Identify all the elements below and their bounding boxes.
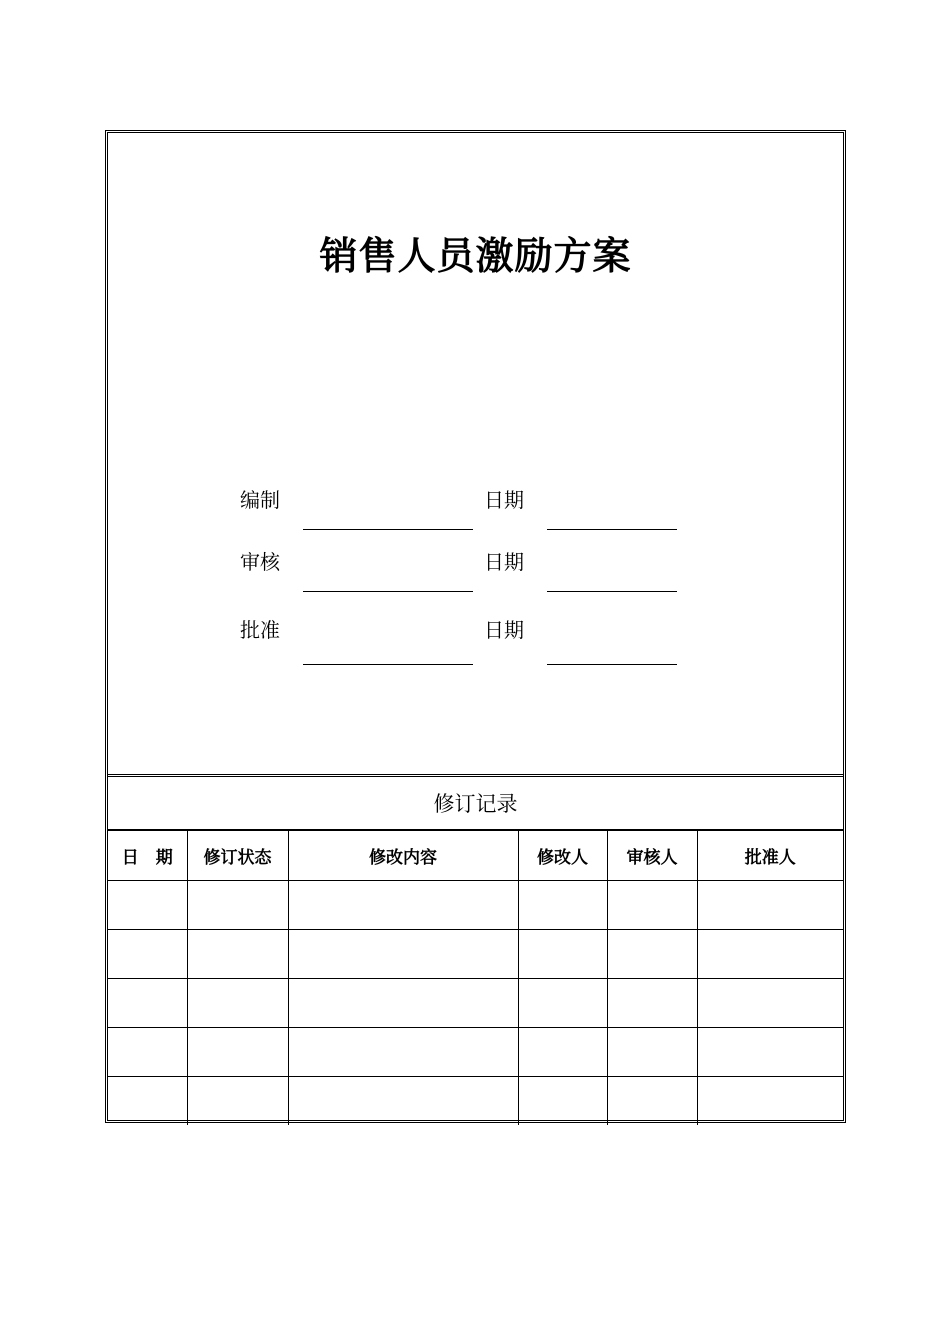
document-title: 销售人员激励方案 <box>319 233 632 278</box>
table-cell[interactable] <box>697 930 843 979</box>
signoff-label-compile: 编制 <box>240 488 280 512</box>
document-frame <box>105 130 846 1123</box>
revision-record-title: 修订记录 <box>108 779 843 830</box>
signoff-date-line-approve <box>547 664 677 665</box>
revision-header-row <box>108 831 843 881</box>
table-cell[interactable] <box>518 1077 607 1126</box>
table-cell[interactable] <box>108 930 187 979</box>
table-cell[interactable] <box>697 881 843 930</box>
table-cell[interactable] <box>187 1077 288 1126</box>
table-cell[interactable] <box>607 1028 697 1077</box>
table-cell[interactable] <box>288 1077 518 1126</box>
table-cell[interactable] <box>697 979 843 1028</box>
header-revision-status: 修订状态 <box>187 831 288 881</box>
table-row <box>108 979 843 1028</box>
signoff-date-line-compile <box>547 529 677 530</box>
table-row <box>108 1028 843 1077</box>
header-reviewer: 审核人 <box>607 831 697 881</box>
table-cell[interactable] <box>187 1028 288 1077</box>
table-cell[interactable] <box>518 979 607 1028</box>
table-cell[interactable] <box>518 881 607 930</box>
table-cell[interactable] <box>607 930 697 979</box>
signoff-date-label-approve: 日期 <box>484 618 524 642</box>
table-cell[interactable] <box>697 1077 843 1126</box>
table-cell[interactable] <box>108 1077 187 1126</box>
table-cell[interactable] <box>288 979 518 1028</box>
table-cell[interactable] <box>108 979 187 1028</box>
signoff-line-compile <box>303 529 473 530</box>
table-cell[interactable] <box>187 979 288 1028</box>
table-cell[interactable] <box>607 1077 697 1126</box>
table-cell[interactable] <box>288 930 518 979</box>
table-cell[interactable] <box>518 1028 607 1077</box>
signoff-label-review: 审核 <box>240 550 280 574</box>
table-cell[interactable] <box>697 1028 843 1077</box>
table-cell[interactable] <box>187 930 288 979</box>
table-cell[interactable] <box>108 881 187 930</box>
table-cell[interactable] <box>518 930 607 979</box>
table-row <box>108 881 843 930</box>
table-cell[interactable] <box>108 1028 187 1077</box>
table-cell[interactable] <box>607 881 697 930</box>
signoff-date-line-review <box>547 591 677 592</box>
header-date: 日 期 <box>108 831 187 881</box>
signoff-line-approve <box>303 664 473 665</box>
table-row <box>108 1077 843 1126</box>
signoff-line-review <box>303 591 473 592</box>
header-modifier: 修改人 <box>518 831 607 881</box>
table-cell[interactable] <box>288 1028 518 1077</box>
table-cell[interactable] <box>288 881 518 930</box>
revision-table <box>108 830 843 1125</box>
header-approver: 批准人 <box>697 831 843 881</box>
table-cell[interactable] <box>187 881 288 930</box>
signoff-date-label-compile: 日期 <box>484 488 524 512</box>
signoff-date-label-review: 日期 <box>484 550 524 574</box>
header-change-content: 修改内容 <box>288 831 518 881</box>
signoff-label-approve: 批准 <box>240 618 280 642</box>
table-row <box>108 930 843 979</box>
table-cell[interactable] <box>607 979 697 1028</box>
section-divider <box>108 774 843 777</box>
